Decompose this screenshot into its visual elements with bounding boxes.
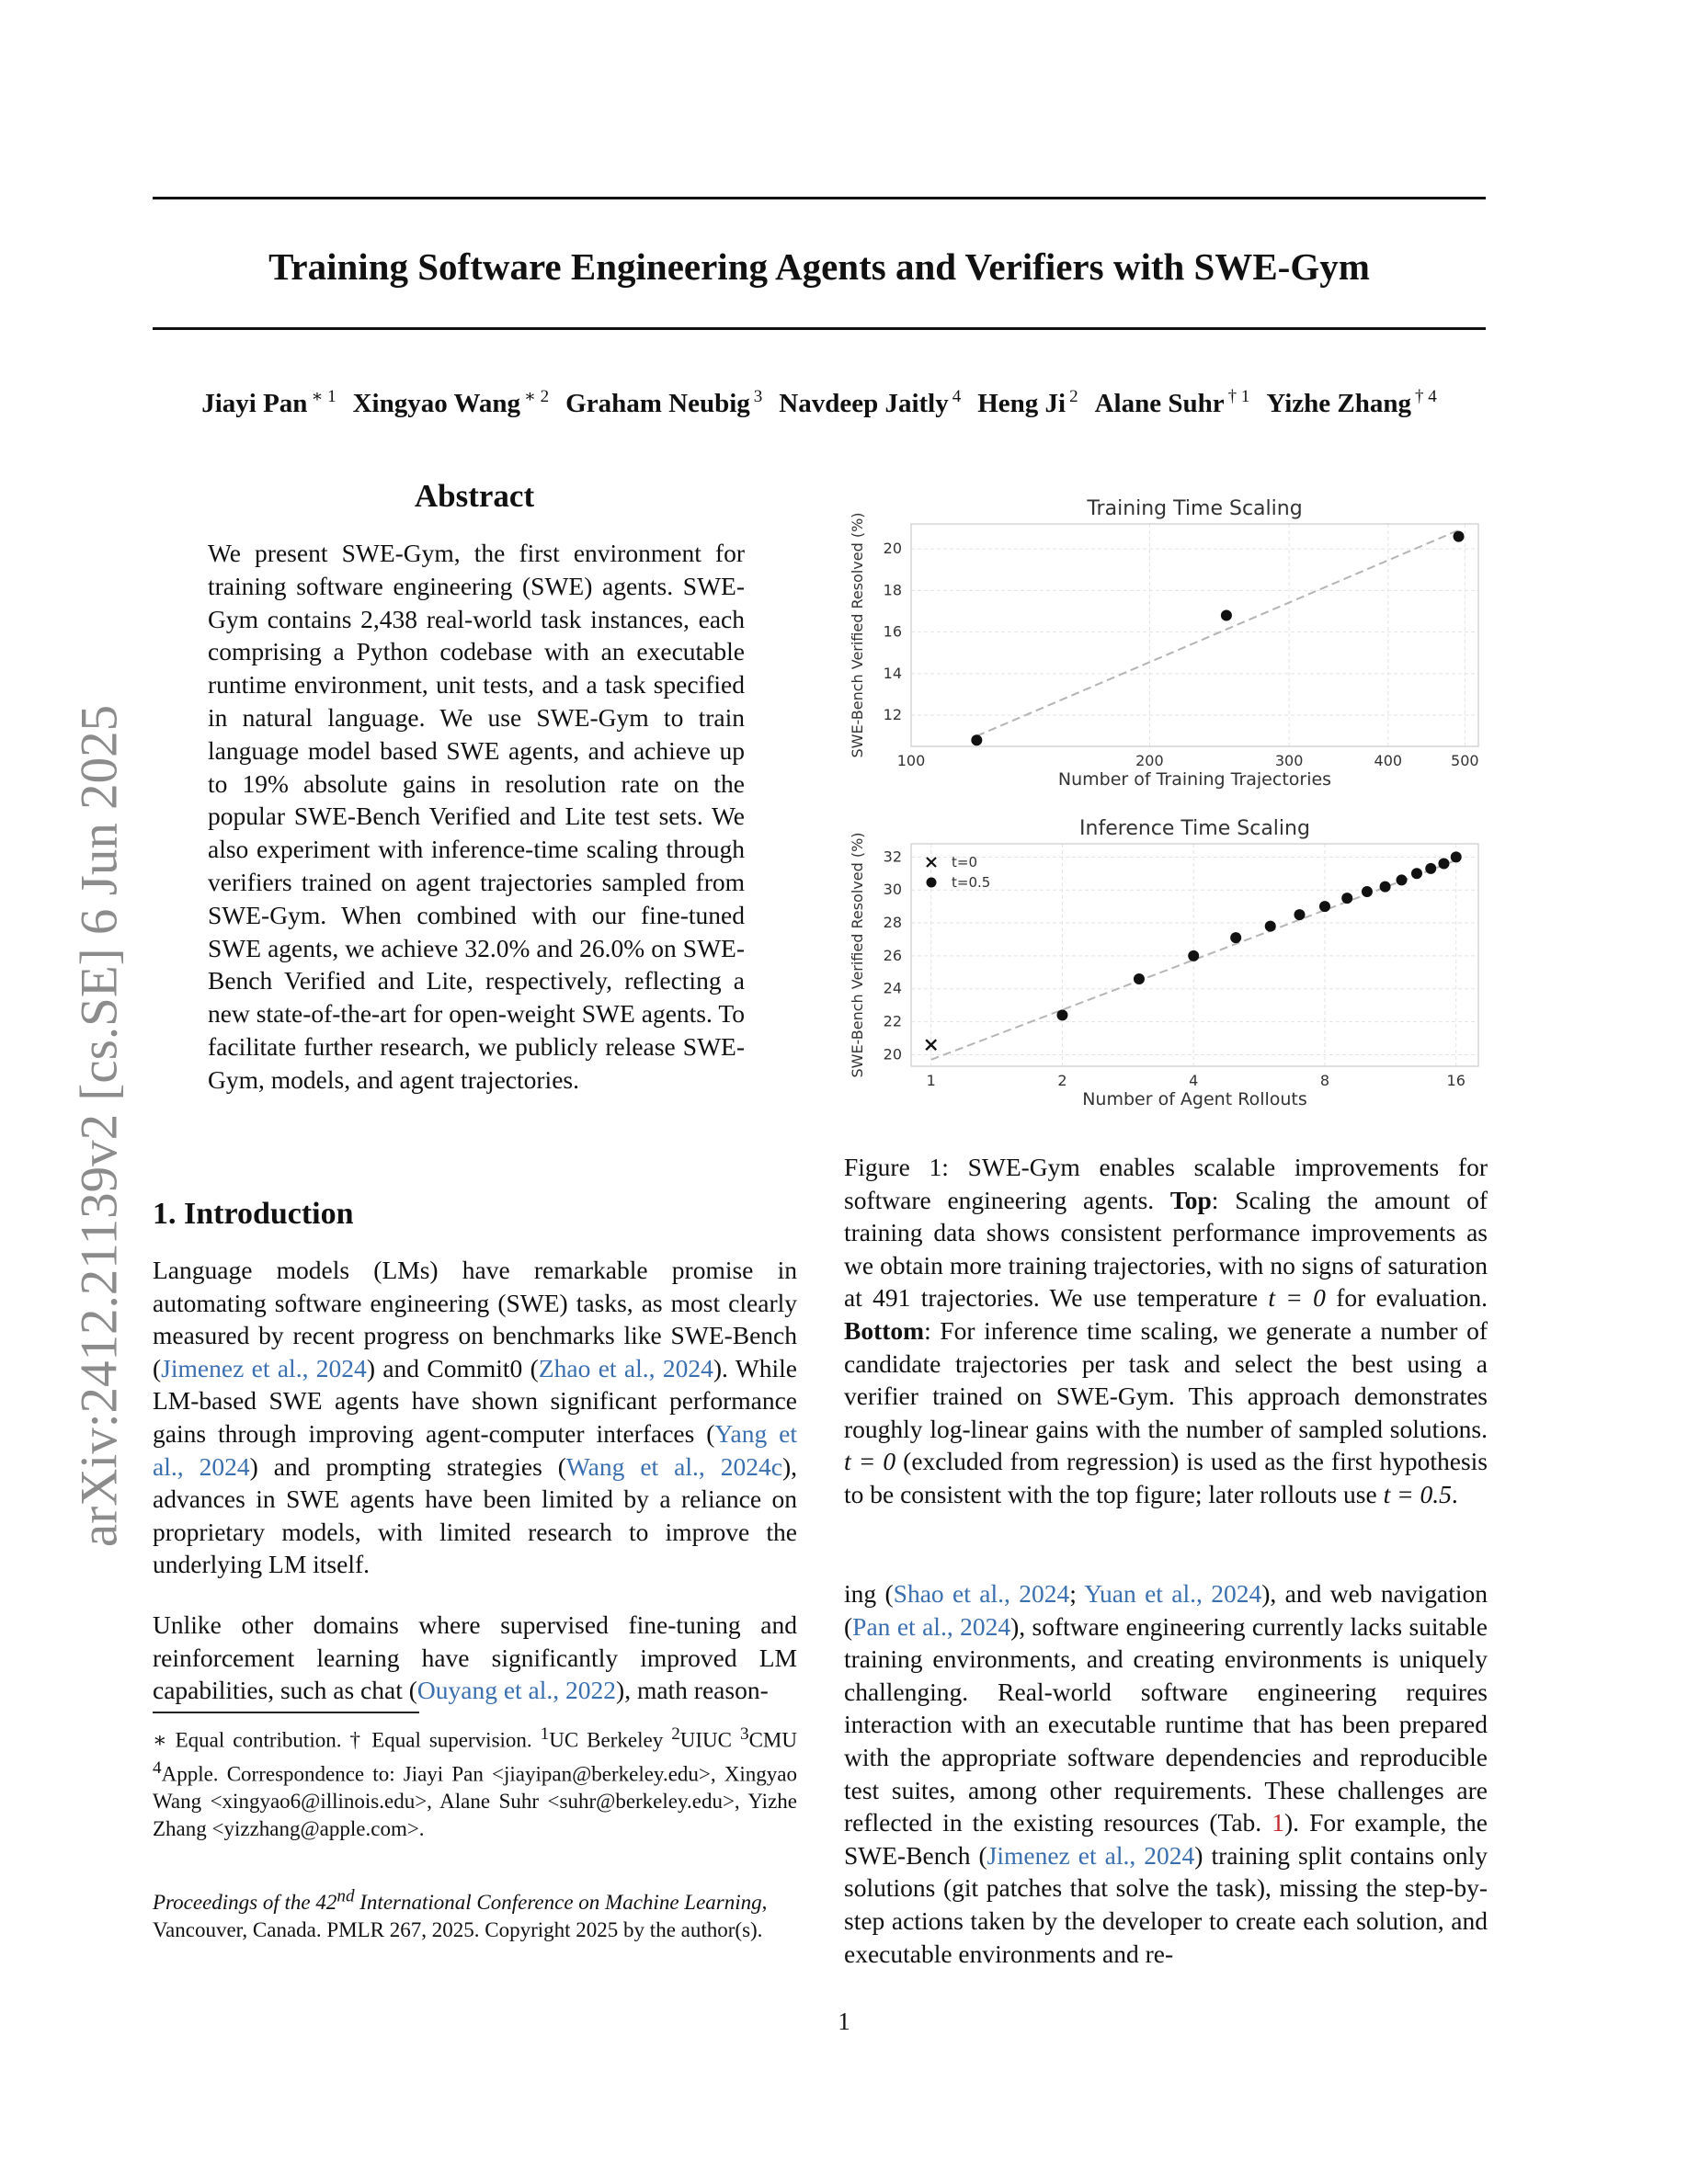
chart-2-x-axis-label: Number of Agent Rollouts — [1082, 1089, 1307, 1109]
chart-2-series-2-point — [1188, 950, 1199, 961]
chart-2-y-tick-label: 24 — [883, 979, 902, 997]
author-name: Alane Suhr — [1094, 388, 1225, 418]
chart-2-legend-label: t=0.5 — [952, 874, 991, 891]
chart-2-legend-marker — [927, 878, 937, 888]
chart-2-series-2-point — [1056, 1009, 1067, 1020]
chart-1-y-tick-label: 12 — [883, 706, 902, 724]
page-number: 1 — [838, 2008, 850, 2035]
chart-1-data-point — [1454, 531, 1465, 542]
chart-2-title: Inference Time Scaling — [1079, 817, 1310, 840]
footnote-rule — [153, 1712, 419, 1713]
figure-caption: Figure 1: SWE-Gym enables scalable improvements for software engineering agents. Top: Scaling the amount of training data shows consistent performance improvements as we obtain more training trajectories, with no signs of saturation at 491 trajectories. We use temperature t = 0 for evaluation. Bottom: For inference time scaling, we generate a number of candidate trajectories per task and select the best using a verifier trained on SWE-Gym. This approach demonstrates roughly log-linear gains with the number of sampled solutions. t = 0 (excluded from regression) is used as the first hypothesis to be consistent with the top figure; later rollouts use t = 0.5. — [844, 1153, 1488, 1508]
chart-2-series-2-point — [1319, 901, 1330, 912]
chart-2-series-2-point — [1451, 851, 1462, 862]
author-name: Yizhe Zhang — [1266, 388, 1412, 418]
citation-zhao-2024[interactable]: Zhao et al., 2024 — [538, 1353, 713, 1382]
author-affiliation-marks: † 1 — [1227, 387, 1250, 406]
chart-2-series-2-point — [1230, 932, 1241, 943]
author-name: Xingyao Wang — [352, 388, 520, 418]
chart-2-x-tick-label: 1 — [926, 1072, 936, 1089]
author-name: Jiayi Pan — [201, 388, 308, 418]
chart-2-series-2-point — [1265, 921, 1276, 932]
chart-1-title: Training Time Scaling — [1087, 497, 1303, 520]
chart-2-x-tick-label: 8 — [1319, 1072, 1330, 1089]
chart-2-y-tick-label: 20 — [883, 1045, 902, 1064]
citation-jimenez-2024[interactable]: Jimenez et al., 2024 — [161, 1353, 367, 1382]
chart-2-series-2-point — [1425, 863, 1436, 874]
chart-2-y-tick-label: 22 — [883, 1012, 902, 1030]
chart-2-series-2-point — [1134, 973, 1145, 984]
chart-2-series-2-point — [1362, 886, 1373, 897]
author-affiliation-marks: ∗ 1 — [311, 387, 336, 406]
chart-2-x-tick-label: 2 — [1057, 1072, 1067, 1089]
author-affiliation-marks: 2 — [1069, 387, 1078, 406]
author-1 — [353, 389, 550, 418]
chart-2-series-1-point — [926, 1040, 936, 1050]
chart-2-series-2-point — [1294, 909, 1305, 920]
title-rule-bottom — [153, 327, 1486, 330]
footnote: ∗ Equal contribution. † Equal supervision. $^1$UC Berkeley $^2$UIUC $^3$CMU $^4$Apple. Correspondence to: Jiayi Pan <jiayipan@berkeley.edu>, Xingyao Wang <xingyao6@illinois.edu>, Alane Suhr <suhr@berkeley.edu>, Yizhe Zhang <yizzhang@apple.com>. — [153, 1724, 797, 1841]
chart-2-x-tick-label: 4 — [1189, 1072, 1199, 1089]
section-heading-introduction: 1. Introduction — [153, 1197, 354, 1231]
author-affiliation-marks: † 4 — [1415, 387, 1437, 406]
chart-1-x-axis-label: Number of Training Trajectories — [1057, 769, 1332, 790]
chart-1-data-point — [971, 734, 982, 745]
chart-2-x-tick-label: 16 — [1446, 1072, 1466, 1089]
author-6 — [1266, 389, 1436, 418]
author-affiliation-marks: ∗ 2 — [524, 387, 550, 406]
proceedings-note: Proceedings of the 42nd International Conference on Machine Learning, Vancouver, Canada. PMLR 267, 2025. Copyright 2025 by the author(s). — [153, 1886, 768, 1941]
citation-shao-2024[interactable]: Shao et al., 2024 — [893, 1579, 1070, 1608]
chart-1-x-tick-label: 100 — [896, 752, 926, 769]
chart-1-x-tick-label: 300 — [1274, 752, 1304, 769]
chart-1-x-tick-label: 500 — [1451, 752, 1479, 769]
chart-2-series-2-point — [1411, 868, 1422, 879]
abstract-heading: Abstract — [414, 478, 535, 514]
abstract-body: We present SWE-Gym, the first environment for training software engineering (SWE) agents. SWE-Gym contains 2,438 real-world task instances, each comprising a Python codebase with an executable runtime environment, unit tests, and a task specified in natural language. We use SWE-Gym to train language model based SWE agents, and achieve up to 19% absolute gains in resolution rate on the popular SWE-Bench Verified and Lite test sets. We also experiment with inference-time scaling through verifiers trained on agent trajectories sampled from SWE-Gym. When combined with our fine-tuned SWE agents, we achieve 32.0% and 26.0% on SWE-Bench Verified and Lite, respectively, reflecting a new state-of-the-art for open-weight SWE agents. To facilitate further research, we publicly release SWE-Gym, models, and agent trajectories. — [208, 539, 745, 1094]
author-name: Navdeep Jaitly — [779, 388, 949, 418]
chart-2-y-tick-label: 28 — [883, 914, 902, 932]
chart-2-series-2-point — [1438, 859, 1449, 870]
citation-yang-2024[interactable]: Yang et al., 2024 — [153, 1418, 797, 1481]
chart-2-series-2-point — [1396, 874, 1407, 885]
citation-yuan-2024[interactable]: Yuan et al., 2024 — [1084, 1579, 1262, 1608]
author-5 — [1095, 389, 1250, 418]
intro-paragraph-1: Language models (LMs) have remarkable promise in automating software engineering (SWE) tasks, as most clearly measured by recent progress on benchmarks like SWE-Bench (Jimenez et al., 2024) and Commit0 (Zhao et al., 2024). While LM-based SWE agents have shown significant performance gains through improving agent-computer interfaces (Yang et al., 2024) and prompting strategies (Wang et al., 2024c), advances in SWE agents have been limited by a reliance on proprietary models, with limited research to improve the underlying LM itself. — [153, 1256, 797, 1579]
author-list — [153, 386, 1486, 419]
citation-ouyang-2022[interactable]: Ouyang et al., 2022 — [416, 1676, 617, 1705]
author-name: Heng Ji — [977, 388, 1066, 418]
chart-1-y-tick-label: 20 — [883, 540, 902, 558]
citation-wang-2024c[interactable]: Wang et al., 2024c — [565, 1451, 782, 1481]
paper-title: Training Software Engineering Agents and Verifiers with SWE-Gym — [268, 245, 1370, 288]
citation-pan-2024[interactable]: Pan et al., 2024 — [852, 1611, 1011, 1641]
chart-2-series-2-point — [1380, 882, 1391, 893]
author-2 — [565, 389, 762, 418]
chart-1-y-tick-label: 14 — [883, 664, 902, 682]
author-affiliation-marks: 4 — [952, 387, 962, 406]
chart-2-y-tick-label: 32 — [883, 847, 902, 866]
chart-1-y-tick-label: 18 — [883, 581, 902, 599]
chart-2-y-tick-label: 26 — [883, 946, 902, 964]
author-0 — [201, 389, 336, 418]
chart-1-x-tick-label: 400 — [1374, 752, 1403, 769]
chart-2-y-tick-label: 30 — [883, 881, 902, 899]
figure-1 — [844, 478, 1488, 1121]
author-3 — [779, 389, 961, 418]
author-name: Graham Neubig — [565, 388, 750, 418]
chart-1-trend-line — [976, 530, 1458, 736]
chart-1-y-axis-label: SWE-Bench Verified Resolved (%) — [849, 512, 866, 758]
chart-1-data-point — [1221, 610, 1232, 621]
column-2-paragraph: ing (Shao et al., 2024; Yuan et al., 2024), and web navigation (Pan et al., 2024), software engineering currently lacks suitable training environments, and creating environments is uniquely challenging. Real-world software engineering requires interaction with an executable runtime that has been prepared with the appropriate software dependencies and reproducible test suites, among other requirements. These challenges are reflected in the existing resources (Tab. 1). For example, the SWE-Bench (Jimenez et al., 2024) training split contains only solutions (git patches that solve the task), missing the step-by-step actions taken by the developer to create each solution, and executable environments and re- — [844, 1579, 1488, 1968]
intro-paragraph-2: Unlike other domains where supervised fine-tuning and reinforcement learning have significantly improved LM capabilities, such as chat (Ouyang et al., 2022), math reason- — [153, 1610, 797, 1705]
author-4 — [977, 389, 1078, 418]
chart-2-y-axis-label: SWE-Bench Verified Resolved (%) — [849, 832, 866, 1078]
table-reference-1[interactable]: 1 — [1272, 1808, 1284, 1837]
arxiv-stamp-text: arXiv:2412.21139v2 [cs.SE] 6 Jun 2025 — [70, 704, 129, 1548]
author-affiliation-marks: 3 — [753, 387, 763, 406]
chart-1-x-tick-label: 200 — [1135, 752, 1164, 769]
chart-1-y-tick-label: 16 — [883, 622, 902, 641]
chart-2-legend-label: t=0 — [952, 854, 977, 870]
title-rule-top — [153, 197, 1486, 199]
citation-jimenez-2024-b[interactable]: Jimenez et al., 2024 — [987, 1840, 1195, 1870]
chart-2-series-2-point — [1341, 893, 1352, 904]
